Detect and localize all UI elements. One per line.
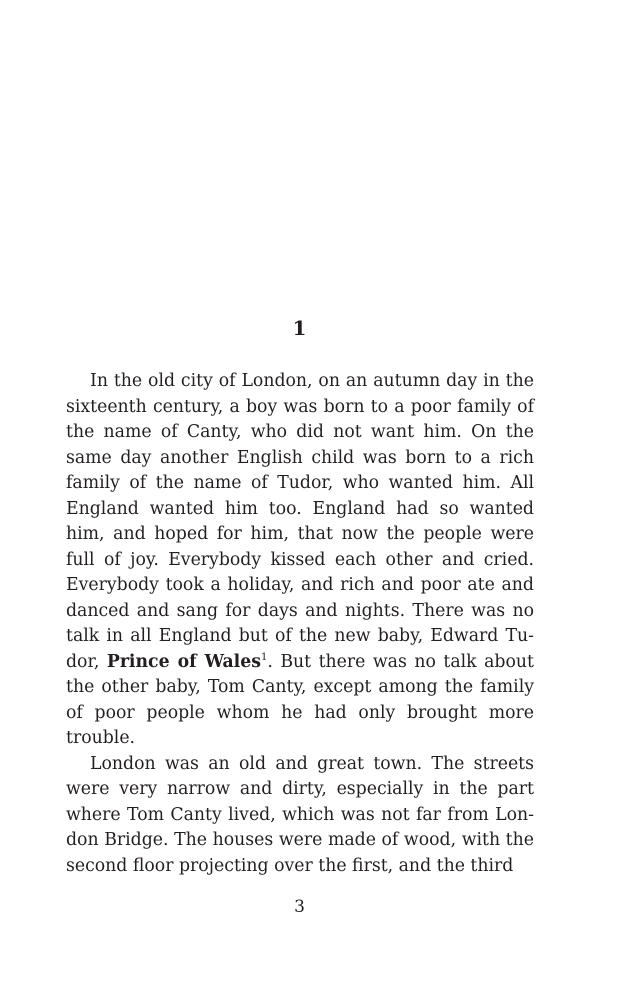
paragraph-1 <box>66 369 534 752</box>
paragraph-1-text-start: In the old city of London, on an autumn day in the sixteenth century, a boy was born to a poor family of the name of Canty, who did not want him. On the same day another English child was born to a rich family of the name of Tudor, who wanted him. All England wanted him too. England had so wanted him, and hoped for him, that now the people were full of joy. Everybody kissed each other and cried. Everybody took a holiday, and rich and poor ate and danced and sang for days and nights. There was no talk in all England but of the new baby, Edward Tudor, <box>66 371 534 672</box>
footnote-marker[interactable]: 1 <box>260 651 268 663</box>
term-prince-of-wales: Prince of Wales <box>106 651 261 672</box>
chapter-number: 1 <box>292 316 307 340</box>
paragraph-1-text-end: . But there was no talk about the other baby, Tom Canty, except among the family of poor people whom he had only brought more trouble. <box>66 651 534 748</box>
chapter-body <box>66 369 534 879</box>
page-number: 3 <box>294 897 305 917</box>
paragraph-2: London was an old and great town. The streets were very narrow and dirty, especially in the part where Tom Canty lived, which was not far from London Bridge. The houses were made of wood, with the second floor projecting over the first, and the third <box>66 753 534 876</box>
